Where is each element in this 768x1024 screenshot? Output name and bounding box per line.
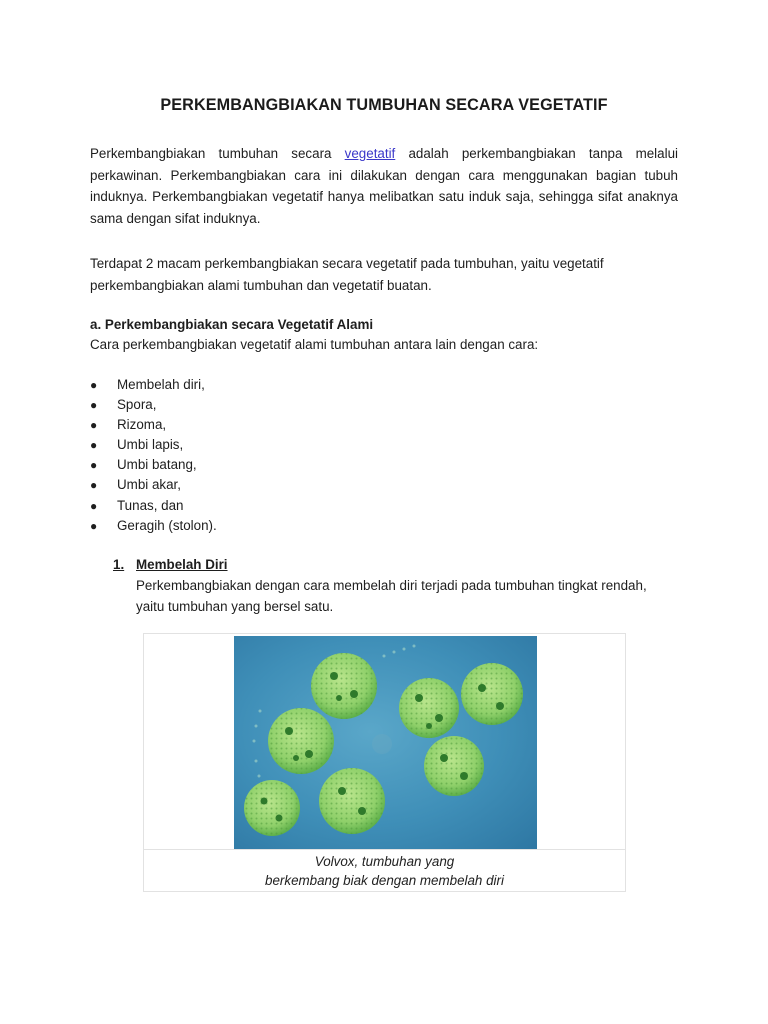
vegetatif-link[interactable]: vegetatif <box>344 146 396 161</box>
volvox-figure <box>143 633 626 892</box>
list-item-text: Tunas, dan <box>117 497 184 513</box>
intro-text-start: Perkembangbiakan tumbuhan secara <box>90 146 345 161</box>
bullet-icon: ● <box>90 378 98 392</box>
list-item-text: Rizoma, <box>117 417 167 433</box>
bullet-icon: ● <box>90 498 98 513</box>
list-item <box>90 475 650 495</box>
intro-text-rest: adalah perkembangbiakan tanpa melalui perkawinan. Perkembangbiakan cara ini dilakukan dengan cara menggunakan bagian tubuh induknya. Perkembangbiakan vegetatif hanya melibatkan satu induk saja, sehingga sifat anaknya sama dengan sifat induknya. <box>90 146 679 226</box>
list-item <box>90 375 650 395</box>
list-item-text: Membelah diri, <box>117 377 205 392</box>
list-item <box>90 516 650 536</box>
list-item-text: Spora, <box>117 397 157 413</box>
list-item-text: Umbi akar, <box>117 477 181 493</box>
item-number: 1. <box>113 557 125 572</box>
bullet-icon: ● <box>90 418 98 433</box>
types-line-2: perkembangbiakan alami tumbuhan dan vegetatif buatan. <box>90 277 432 293</box>
list-item <box>90 455 650 475</box>
item-body-line-1: Perkembangbiakan dengan cara membelah diri terjadi pada tumbuhan tingkat rendah, <box>136 578 647 593</box>
bullet-icon: ● <box>90 478 98 493</box>
types-line-1: Terdapat 2 macam perkembangbiakan secara vegetatif pada tumbuhan, yaitu vegetatif <box>90 256 604 271</box>
bullet-icon: ● <box>90 438 98 453</box>
types-paragraph <box>90 253 678 296</box>
volvox-photo <box>234 636 537 849</box>
list-item-text: Umbi batang, <box>117 457 197 473</box>
page-title: PERKEMBANGBIAKAN TUMBUHAN SECARA VEGETATIF <box>160 96 608 114</box>
bullet-icon: ● <box>90 398 98 413</box>
list-item-text: Umbi lapis, <box>117 437 184 453</box>
section-a-intro: Cara perkembangbiakan vegetatif alami tumbuhan antara lain dengan cara: <box>90 337 539 352</box>
list-item <box>90 395 650 415</box>
caption-line-2: berkembang biak dengan membelah diri <box>265 872 504 888</box>
list-item <box>90 496 650 516</box>
list-item-text: Geragih (stolon). <box>117 517 217 533</box>
figure-divider <box>144 849 625 850</box>
intro-paragraph <box>90 143 678 229</box>
list-item <box>90 435 650 455</box>
bullet-icon: ● <box>90 458 98 473</box>
bullet-icon: ● <box>90 518 98 533</box>
vegetative-methods-list <box>90 375 650 536</box>
figure-caption <box>144 853 625 890</box>
item-heading: Membelah Diri <box>136 557 228 572</box>
item-body-line-2: yaitu tumbuhan yang bersel satu. <box>136 599 334 614</box>
list-item <box>90 415 650 435</box>
item-body <box>136 575 681 617</box>
section-a-heading: a. Perkembangbiakan secara Vegetatif Alami <box>90 317 374 332</box>
caption-line-1: Volvox, tumbuhan yang <box>314 854 455 869</box>
